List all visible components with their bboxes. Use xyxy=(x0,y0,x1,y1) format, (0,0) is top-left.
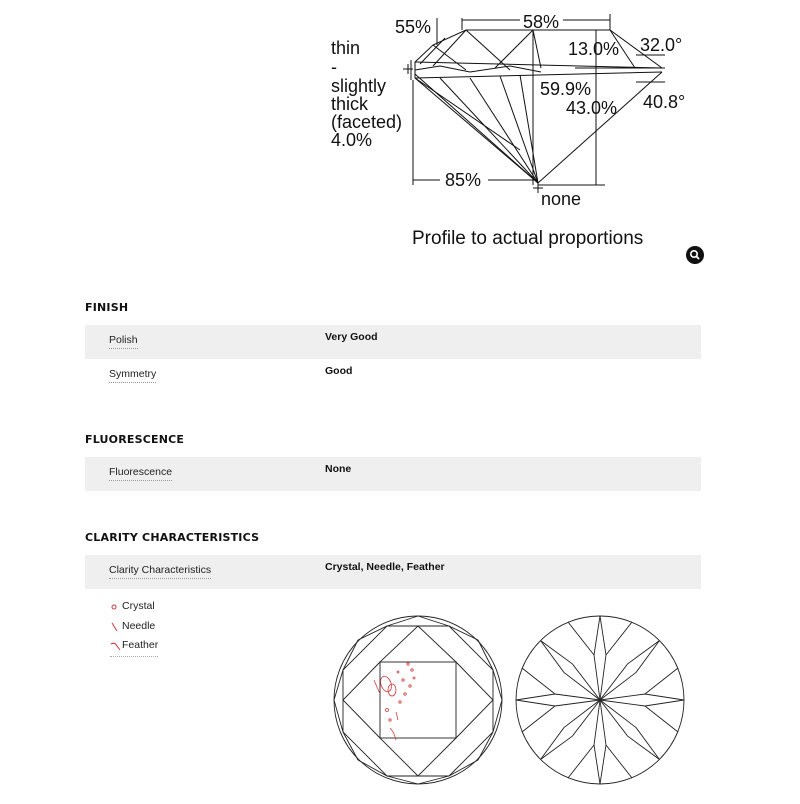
svg-text:59.9%: 59.9% xyxy=(540,79,592,99)
svg-text:40.8°: 40.8° xyxy=(643,92,686,112)
svg-text:58%: 58% xyxy=(523,12,560,32)
legend-crystal-label: Crystal xyxy=(122,600,155,612)
polish-value: Very Good xyxy=(325,331,378,343)
svg-text:43.0%: 43.0% xyxy=(566,98,618,118)
diamond-profile-drawing xyxy=(0,0,800,270)
svg-text:-: - xyxy=(331,57,337,77)
fluorescence-value: None xyxy=(325,463,352,475)
fluorescence-row xyxy=(85,457,701,491)
clarity-row xyxy=(85,555,701,589)
symmetry-row xyxy=(85,359,701,393)
svg-text:thick: thick xyxy=(331,94,369,114)
profile-caption: Profile to actual proportions xyxy=(412,228,644,249)
finish-heading: FINISH xyxy=(85,301,129,314)
polish-label[interactable]: Polish xyxy=(109,334,138,349)
svg-text:85%: 85% xyxy=(445,170,482,190)
clarity-plot-drawing xyxy=(330,600,690,800)
svg-text:32.0°: 32.0° xyxy=(640,35,683,55)
legend-feather-label: Feather xyxy=(122,639,159,651)
svg-text:none: none xyxy=(541,189,582,209)
feather-icon xyxy=(110,640,122,652)
svg-text:(faceted): (faceted) xyxy=(331,112,403,132)
crystal-icon xyxy=(110,601,120,611)
polish-row xyxy=(85,325,701,359)
clarity-heading: CLARITY CHARACTERISTICS xyxy=(85,531,260,544)
svg-text:thin: thin xyxy=(331,38,361,58)
legend-needle-label: Needle xyxy=(122,619,156,632)
svg-text:4.0%: 4.0% xyxy=(331,130,373,150)
clarity-plots xyxy=(330,600,690,804)
clarity-value: Crystal, Needle, Feather xyxy=(325,561,445,573)
needle-icon xyxy=(110,621,120,633)
symmetry-value: Good xyxy=(325,365,353,377)
svg-text:55%: 55% xyxy=(395,17,432,37)
proportions-diagram xyxy=(0,0,800,270)
fluorescence-label[interactable]: Fluorescence xyxy=(109,466,172,481)
symmetry-label[interactable]: Symmetry xyxy=(109,368,156,383)
fluorescence-heading: FLUORESCENCE xyxy=(85,433,185,446)
magnifier-icon[interactable] xyxy=(686,246,704,264)
svg-text:slightly: slightly xyxy=(331,76,387,96)
svg-text:13.0%: 13.0% xyxy=(568,39,620,59)
clarity-label[interactable]: Clarity Characteristics xyxy=(109,564,211,579)
